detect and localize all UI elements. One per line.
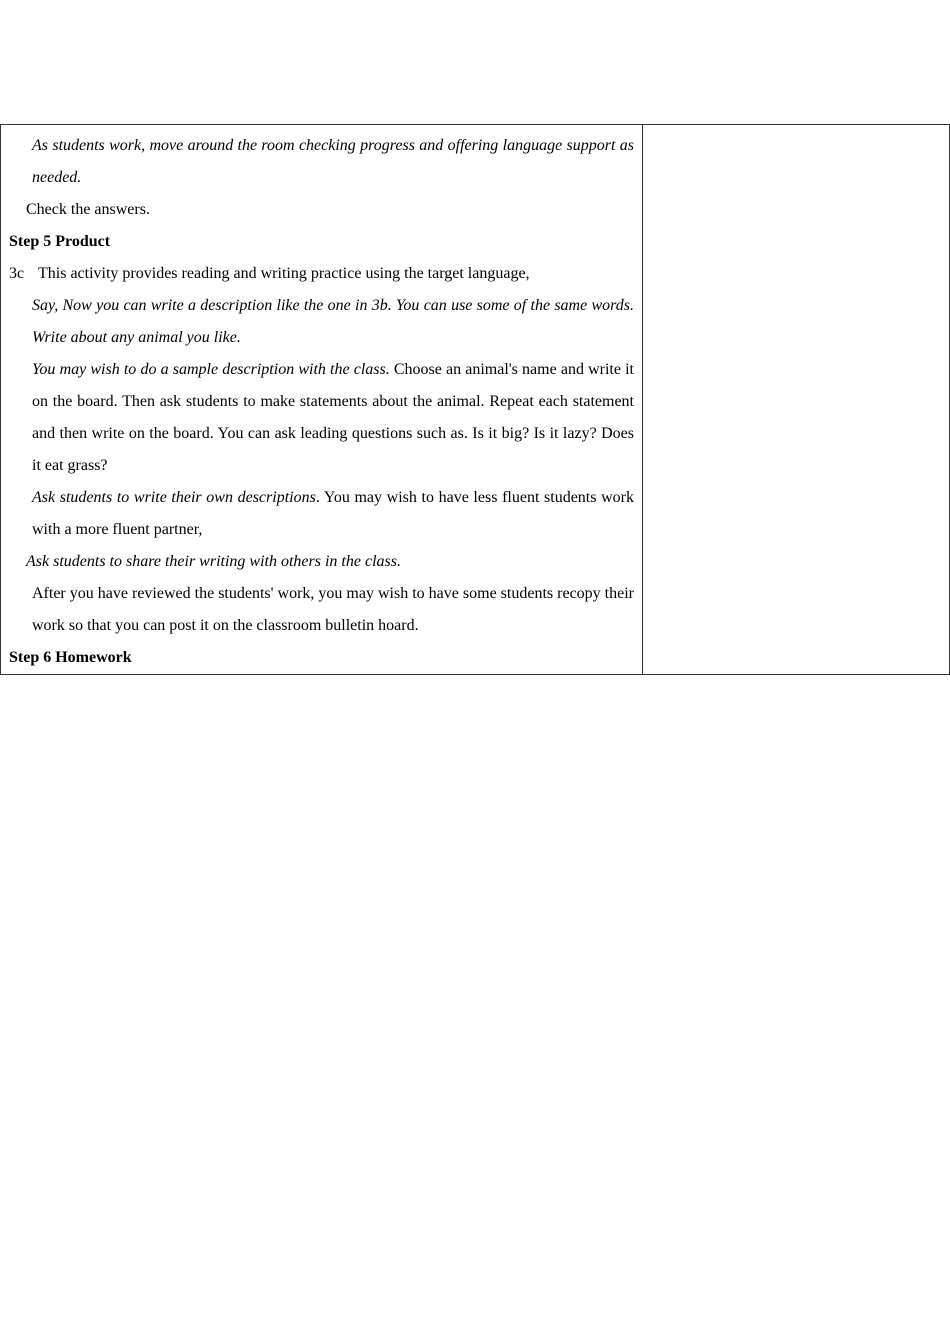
paragraph-share-writing: Ask students to share their writing with others in the class. xyxy=(26,553,401,570)
lesson-table xyxy=(0,124,950,675)
step5-heading: Step 5 Product xyxy=(9,233,111,250)
notes-cell xyxy=(643,125,950,675)
paragraph-say-instructions: Say, Now you can write a description like the one in 3b. You can use some of the same words. Write about any animal you like. xyxy=(32,297,634,346)
own-descriptions-text: . You may wish to have less fluent students work with a more fluent partner, xyxy=(32,489,634,538)
paragraph-3c xyxy=(9,258,634,290)
paragraph-own-descriptions xyxy=(9,482,634,546)
activity-number: 3c xyxy=(9,265,25,282)
paragraph-review-work: After you have reviewed the students' work, you may wish to have some students recopy their work so that you can post it on the classroom bulletin hoard. xyxy=(32,585,634,634)
sample-description-text: Choose an animal's name and write it on the board. Then ask students to make statements about the animal. Repeat each statement and then write on the board. You can ask leading questions such as. Is it big? Is it lazy? Does it eat grass? xyxy=(32,361,634,474)
lesson-content xyxy=(1,125,642,674)
table-row xyxy=(1,125,950,675)
activity-description: This activity provides reading and writing practice using the target language, xyxy=(38,265,530,282)
step6-heading: Step 6 Homework xyxy=(9,649,132,666)
paragraph-sample-description xyxy=(9,354,634,482)
sample-description-italic: You may wish to do a sample description with the class. xyxy=(32,361,390,378)
own-descriptions-italic: Ask students to write their own descriptions xyxy=(32,489,316,506)
main-content-cell xyxy=(1,125,643,675)
paragraph-monitor-students: As students work, move around the room checking progress and offering language support as needed. xyxy=(32,137,634,186)
paragraph-check-answers: Check the answers. xyxy=(26,201,150,218)
